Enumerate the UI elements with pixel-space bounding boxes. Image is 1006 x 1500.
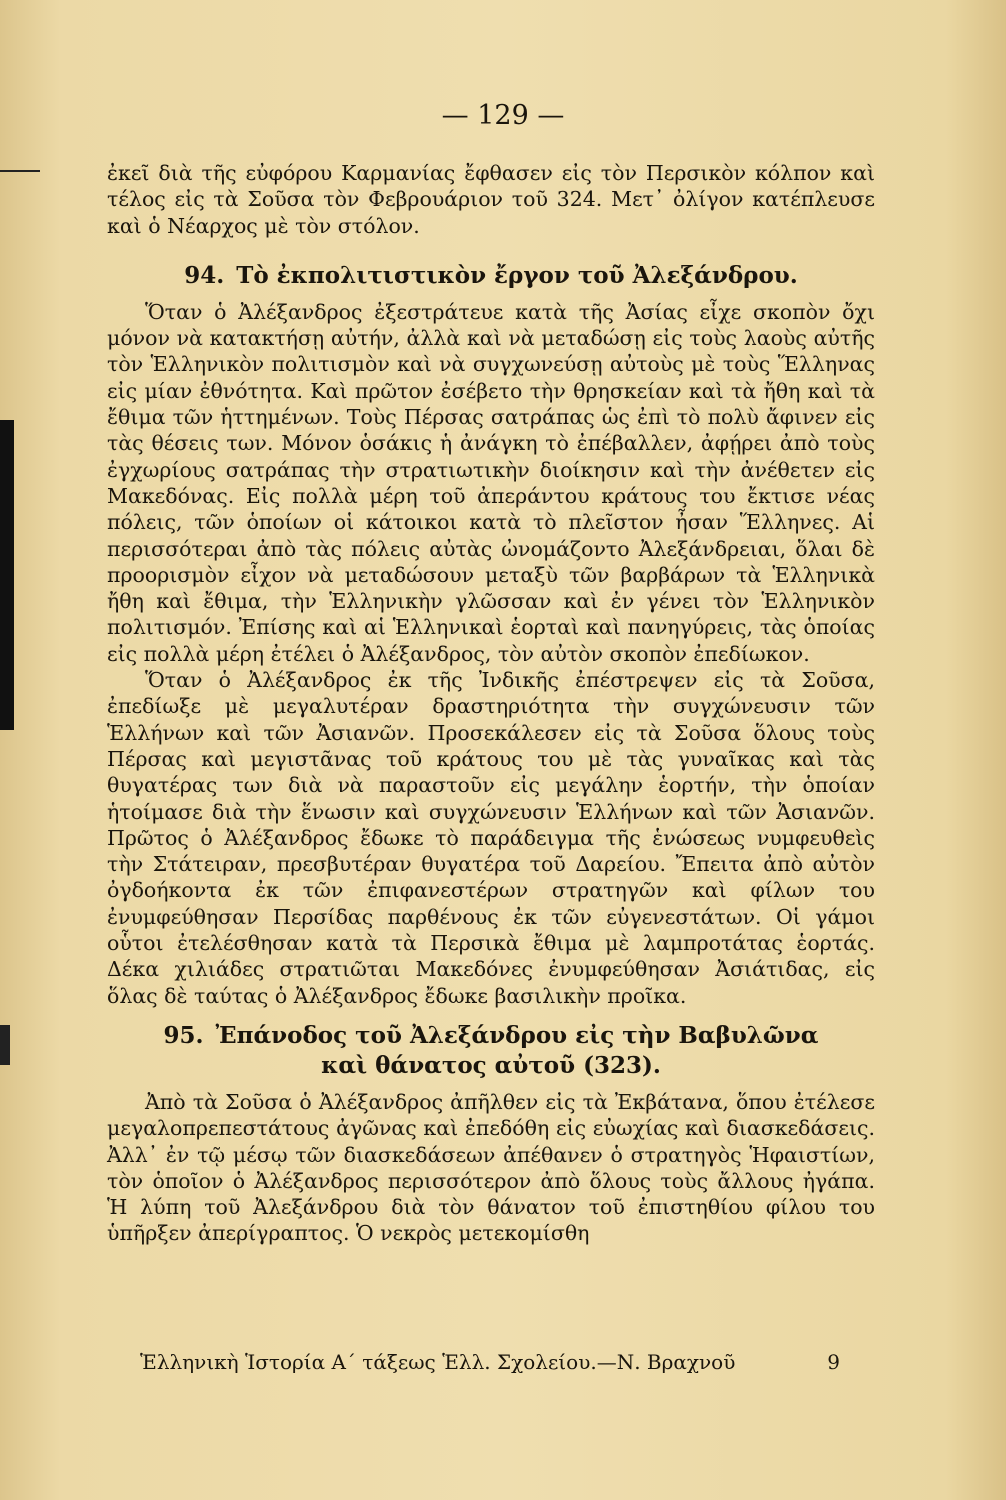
footer-book-title: Ἑλληνικὴ Ἱστορία Α΄ τάξεως Ἑλλ. Σχολείου.—Ν. Βραχνοῦ <box>140 1350 736 1374</box>
binding-mark <box>0 1025 10 1065</box>
page-body <box>107 160 875 1247</box>
section-95-paragraph-1: Ἀπὸ τὰ Σοῦσα ὁ Ἀλέξανδρος ἀπῆλθεν εἰς τὰ Ἐκβάτανα, ὅπου ἐτέλεσε μεγαλοπρεπεστάτους ἀγῶνας καὶ ἐπεδόθη εἰς εὐωχίας καὶ διασκεδάσεις. Ἀλλ᾽ ἐν τῷ μέσῳ τῶν διασκεδάσεων ἀπέθανεν ὁ στρατηγὸς Ἡφαιστίων, τὸν ὁποῖον ὁ Ἀλέξανδρος περισσότερον ἀπὸ ὅλους τοὺς ἄλλους ἠγάπα. Ἡ λύπη τοῦ Ἀλεξάνδρου διὰ τὸν θάνατον τοῦ ἐπιστηθίου φίλου του ὑπῆρξεν ἀπερίγραπτος. Ὁ νεκρὸς μετεκομίσθη <box>107 1089 875 1246</box>
section-95-number: 95. <box>163 1021 204 1049</box>
section-94-paragraph-1: Ὅταν ὁ Ἀλέξανδρος ἐξεστράτευε κατὰ τῆς Ἀσίας εἶχε σκοπὸν ὄχι μόνον νὰ κατακτήσῃ αὐτήν, ἀλλὰ καὶ νὰ μεταδώσῃ εἰς τοὺς λαοὺς αὐτῆς τὸν Ἑλληνικὸν πολιτισμὸν καὶ νὰ συγχωνεύσῃ αὐτοὺς μὲ τοὺς Ἕλληνας εἰς μίαν ἐθνότητα. Καὶ πρῶτον ἐσέβετο τὴν θρησκείαν καὶ τὰ ἤθη καὶ τὰ ἔθιμα τῶν ἡττημένων. Τοὺς Πέρσας σατράπας ὡς ἐπὶ τὸ πολὺ ἄφινεν εἰς τὰς θέσεις των. Μόνον ὁσάκις ἡ ἀνάγκη τὸ ἐπέβαλλεν, ἀφῄρει ἀπὸ τοὺς ἐγχωρίους σατράπας τὴν στρατιωτικὴν διοίκησιν καὶ τὴν ἀνέθετεν εἰς Μακεδόνας. Εἰς πολλὰ μέρη τοῦ ἀπεράντου κράτους του ἔκτισε νέας πόλεις, τῶν ὁποίων οἱ κάτοικοι κατὰ τὸ πλεῖστον ἦσαν Ἕλληνες. Αἱ περισσότεραι ἀπὸ τὰς πόλεις αὐτὰς ὠνομάζοντο Ἀλεξάνδρειαι, ὅλαι δὲ προορισμὸν εἶχον νὰ μεταδώσουν μεταξὺ τῶν βαρβάρων τὰ Ἑλληνικὰ ἤθη καὶ ἔθιμα, τὴν Ἑλληνικὴν γλῶσσαν καὶ ἐν γένει τὸν Ἑλληνικὸν πολιτισμόν. Ἐπίσης καὶ αἱ Ἑλληνικαὶ ἑορταὶ καὶ πανηγύρεις, τὰς ὁποίας εἰς πολλὰ μέρη ἐτέλει ὁ Ἀλέξανδρος, τὸν αὐτὸν σκοπὸν ἐπεδίωκον. <box>107 299 875 666</box>
section-95-heading-line-2: καὶ θάνατος αὐτοῦ (323). <box>321 1051 661 1079</box>
page-footer <box>140 1350 840 1374</box>
section-94-number: 94. <box>184 261 225 289</box>
intro-paragraph: ἐκεῖ διὰ τῆς εὐφόρου Καρμανίας ἔφθασεν εἰς τὸν Περσικὸν κόλπον καὶ τέλος εἰς τὰ Σοῦσα τὸν Φεβρουάριον τοῦ 324. Μετ᾽ ὀλίγον κατέπλευσε καὶ ὁ Νέαρχος μὲ τὸν στόλον. <box>107 161 875 238</box>
section-95-heading <box>107 1021 875 1051</box>
section-94-heading <box>107 261 875 291</box>
section-94-title: Τὸ ἐκπολιτιστικὸν ἔργον τοῦ Ἀλεξάνδρου. <box>236 261 798 289</box>
binding-shadow <box>0 420 14 730</box>
section-94-paragraph-2: Ὅταν ὁ Ἀλέξανδρος ἐκ τῆς Ἰνδικῆς ἐπέστρεψεν εἰς τὰ Σοῦσα, ἐπεδίωξε μὲ μεγαλυτέραν δραστηριότητα τὴν συγχώνευσιν τῶν Ἑλλήνων καὶ τῶν Ἀσιανῶν. Προσεκάλεσεν εἰς τὰ Σοῦσα ὅλους τοὺς Πέρσας καὶ μεγιστᾶνας τοῦ κράτους του μὲ τὰς γυναῖκας καὶ τὰς θυγατέρας των διὰ νὰ παραστοῦν εἰς μεγάλην ἑορτήν, τὴν ὁποίαν ἡτοίμασε διὰ τὴν ἕνωσιν καὶ συγχώνευσιν Ἑλλήνων καὶ τῶν Ἀσιανῶν. Πρῶτος ὁ Ἀλέξανδρος ἔδωκε τὸ παράδειγμα τῆς ἑνώσεως νυμφευθεὶς τὴν Στάτειραν, πρεσβυτέραν θυγατέρα τοῦ Δαρείου. Ἔπειτα ἀπὸ αὐτὸν ὀγδοήκοντα ἐκ τῶν ἐπιφανεστέρων στρατηγῶν καὶ φίλων του ἐνυμφεύθησαν Περσίδας παρθένους ἐκ τῶν εὐγενεστάτων. Οἱ γάμοι οὗτοι ἐτελέσθησαν κατὰ τὰ Περσικὰ ἔθιμα μὲ λαμπροτάτας ἑορτάς. Δέκα χιλιάδες στρατιῶται Μακεδόνες ἐνυμφεύθησαν Ἀσιάτιδας, εἰς ὅλας δὲ ταύτας ὁ Ἀλέξανδρος ἔδωκε βασιλικὴν προῖκα. <box>107 668 875 1008</box>
margin-mark <box>0 170 40 172</box>
section-95-title-line-1: Ἐπάνοδος τοῦ Ἀλεξάνδρου εἰς τὴν Βαβυλῶνα <box>215 1021 819 1049</box>
footer-signature-mark: 9 <box>827 1350 840 1374</box>
page-number: — 129 — <box>441 100 565 131</box>
